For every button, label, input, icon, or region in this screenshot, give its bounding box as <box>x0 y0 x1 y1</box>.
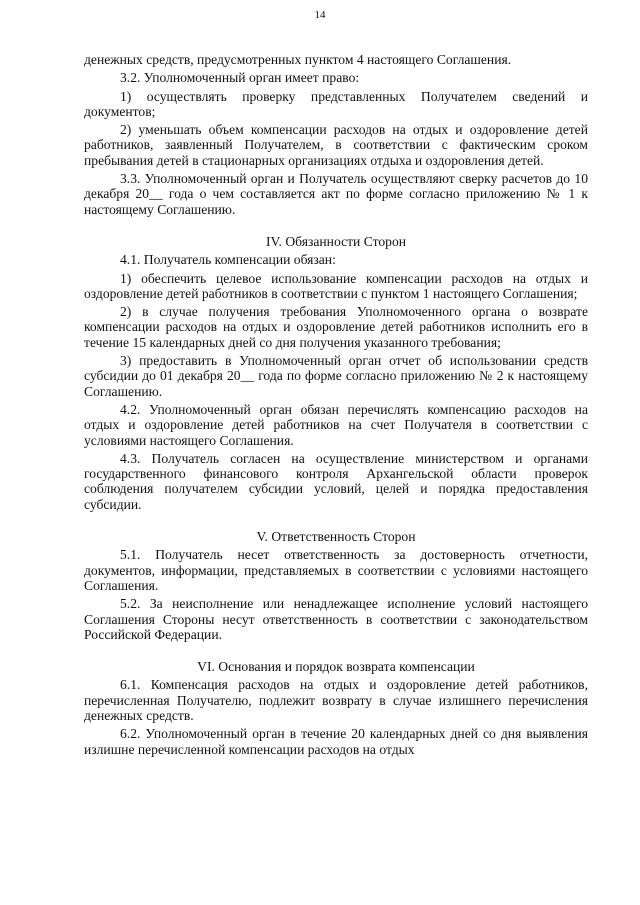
paragraph: 5.2. За неисполнение или ненадлежащее исполнение условий настоящего Соглашения Стороны несут ответственность в соответствии с законодательством Российской Федерации. <box>84 596 588 642</box>
paragraph: 3) предоставить в Уполномоченный орган отчет об использовании средств субсидии до 01 декабря 20__ года по форме согласно приложению № 2 к настоящему Соглашению. <box>84 353 588 399</box>
page-number: 14 <box>314 9 326 21</box>
paragraph: денежных средств, предусмотренных пунктом 4 настоящего Соглашения. <box>84 52 512 67</box>
paragraph: 2) в случае получения требования Уполномоченного органа о возврате компенсации расходов на отдых и оздоровление детей работников исполнить его в течение 15 календарных дней со дня получения указанного требования; <box>84 304 588 350</box>
section-heading: V. Ответственность Сторон <box>256 529 416 545</box>
paragraph: 4.3. Получатель согласен на осуществление министерством и органами государственного финансового контроля Архангельской области проверок соблюдения получателем субсидии условий, целей и порядка предоставления субсидии. <box>84 450 588 512</box>
paragraph: 3.3. Уполномоченный орган и Получатель осуществляют сверку расчетов до 10 декабря 20__ года о чем составляется акт по форме согласно приложению № 1 к настоящему Соглашению. <box>84 171 588 217</box>
paragraph: 3.2. Уполномоченный орган имеет право: <box>120 70 360 86</box>
document-body <box>84 52 588 760</box>
section-heading: VI. Основания и порядок возврата компенсации <box>197 659 475 675</box>
paragraph: 2) уменьшать объем компенсации расходов на отдых и оздоровление детей работников, заявленный Получателем, в соответствии с фактическим сроком пребывания детей в стационарных организациях отдыха и оздоровления детей. <box>84 122 588 168</box>
section-heading: IV. Обязанности Сторон <box>265 233 407 249</box>
paragraph: 5.1. Получатель несет ответственность за достоверность отчетности, документов, информации, представляемых в соответствии с условиями настоящего Соглашения. <box>84 547 588 593</box>
paragraph: 6.2. Уполномоченный орган в течение 20 календарных дней со дня выявления излишне перечисленной компенсации расходов на отдых <box>84 726 588 757</box>
paragraph: 4.1. Получатель компенсации обязан: <box>120 252 336 268</box>
paragraph: 1) обеспечить целевое использование компенсации расходов на отдых и оздоровление детей работников в соответствии с пунктом 1 настоящего Соглашения; <box>84 270 588 301</box>
paragraph: 1) осуществлять проверку представленных Получателем сведений и документов; <box>84 88 588 119</box>
paragraph: 4.2. Уполномоченный орган обязан перечислять компенсацию расходов на отдых и оздоровление детей работников на счет Получателя в соответствии с условиями настоящего Соглашения. <box>84 401 588 448</box>
paragraph: 6.1. Компенсация расходов на отдых и оздоровление детей работников, перечисленная Получателю, подлежит возврату в случае излишнего перечисления денежных средств. <box>84 677 588 723</box>
